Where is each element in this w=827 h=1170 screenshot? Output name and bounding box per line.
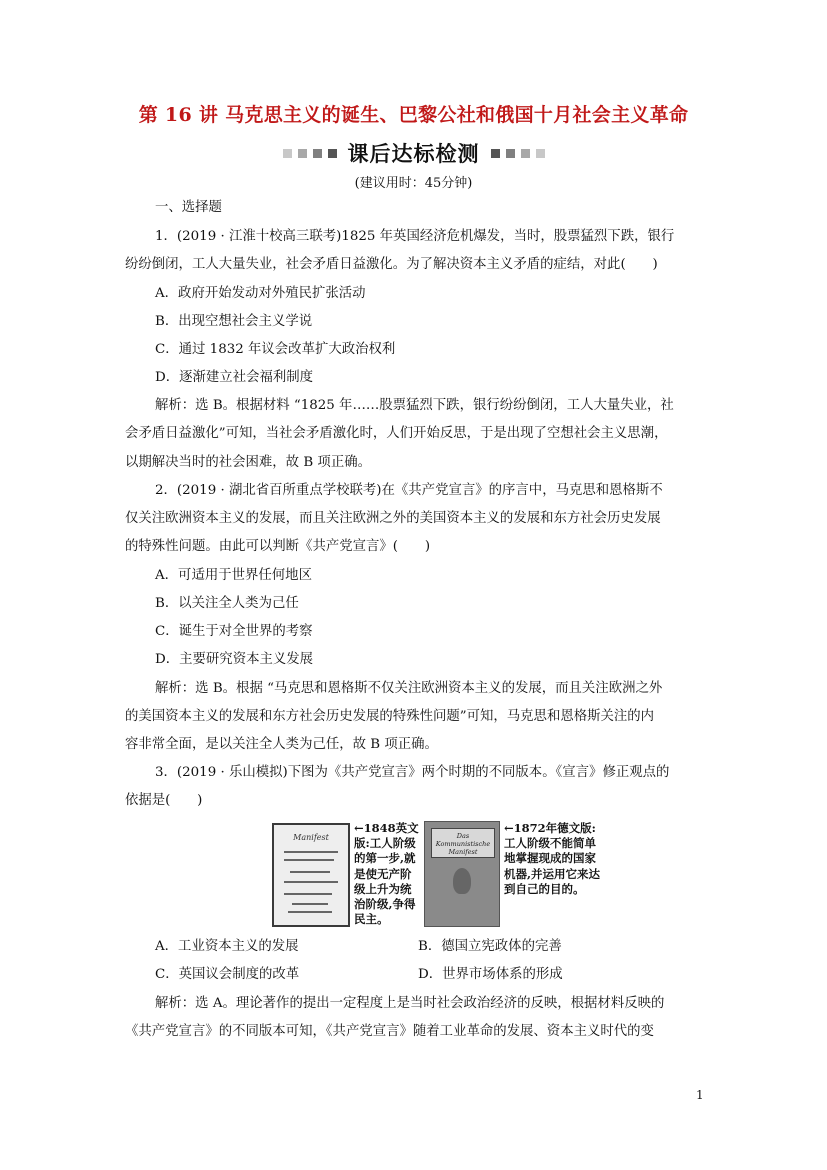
cover-text-line bbox=[284, 881, 338, 883]
q2-option-a: A．可适用于世界任何地区 bbox=[155, 568, 312, 583]
cover-title: Das Kommunistische Manifest bbox=[435, 832, 491, 856]
q2-analysis-line: 解析：选 B。根据 “马克思和恩格斯不仅关注欧洲资本主义的发展，而且关注欧洲之外 bbox=[155, 681, 663, 696]
decor-square bbox=[283, 149, 292, 158]
q3-option-c: C．英国议会制度的改革 bbox=[155, 967, 300, 982]
q1-analysis-line: 会矛盾日益激化”可知，当社会矛盾激化时，人们开始反思，于是出现了空想社会主义思潮， bbox=[125, 426, 668, 441]
q2-option-b: B．以关注全人类为己任 bbox=[155, 596, 299, 611]
page-title: 第 16 讲 马克思主义的诞生、巴黎公社和俄国十月社会主义革命 bbox=[138, 104, 689, 126]
q2-option-c: C．诞生于对全世界的考察 bbox=[155, 624, 313, 639]
caption-1848: ←1848英文版:工人阶级的第一步,就是使无产阶级上升为统治阶级,争得民主。 bbox=[354, 821, 419, 927]
cover-title: Manifest bbox=[293, 833, 329, 842]
decor-square bbox=[521, 149, 530, 158]
decor-square bbox=[491, 149, 500, 158]
q2-option-d: D．主要研究资本主义发展 bbox=[155, 652, 314, 667]
page-number: 1 bbox=[696, 1088, 704, 1102]
question-2-line: 2．(2019 · 湖北省百所重点学校联考)在《共产党宣言》的序言中，马克思和恩格斯不 bbox=[155, 483, 663, 498]
manifesto-versions-figure bbox=[272, 821, 602, 929]
q1-option-c: C．通过 1832 年议会改革扩大政治权利 bbox=[155, 342, 396, 357]
question-3-line: 3．(2019 · 乐山模拟)下图为《共产党宣言》两个时期的不同版本。《宣言》修正观点的 bbox=[155, 765, 670, 780]
cover-text-line bbox=[284, 893, 332, 895]
section-heading: 一、选择题 bbox=[155, 200, 222, 215]
decor-square bbox=[506, 149, 515, 158]
q1-analysis-line: 解析：选 B。根据材料 “1825 年……股票猛烈下跌，银行纷纷倒闭，工人大量失业，社 bbox=[155, 398, 674, 413]
cover-text-line bbox=[284, 859, 334, 861]
decor-square bbox=[298, 149, 307, 158]
caption-1872: ←1872年德文版:工人阶级不能简单地掌握现成的国家机器,并运用它来达到自己的目的。 bbox=[504, 821, 601, 896]
q1-option-a: A．政府开始发动对外殖民扩张活动 bbox=[155, 286, 366, 301]
q2-analysis-line: 容非常全面，是以关注全人类为己任，故 B 项正确。 bbox=[125, 737, 438, 752]
suggested-time: (建议用时：45分钟) bbox=[354, 176, 473, 191]
q1-analysis-line: 以期解决当时的社会困难，故 B 项正确。 bbox=[125, 455, 371, 470]
q3-option-a: A．工业资本主义的发展 bbox=[155, 939, 299, 954]
question-2-line: 仅关注欧洲资本主义的发展，而且关注欧洲之外的美国资本主义的发展和东方社会历史发展 bbox=[125, 511, 661, 526]
decor-square bbox=[313, 149, 322, 158]
cover-plate bbox=[431, 828, 495, 858]
cover-text-line bbox=[288, 911, 332, 913]
q1-option-b: B．出现空想社会主义学说 bbox=[155, 314, 313, 329]
cover-text-line bbox=[284, 851, 338, 853]
section-banner bbox=[0, 140, 827, 166]
question-3-line: 依据是( ) bbox=[125, 793, 203, 808]
cover-text-line bbox=[290, 871, 330, 873]
cover-text-line bbox=[292, 903, 328, 905]
q3-analysis-line: 解析：选 A。理论著作的提出一定程度上是当时社会政治经济的反映，根据材料反映的 bbox=[155, 996, 665, 1011]
banner-title: 课后达标检测 bbox=[347, 142, 480, 166]
manifesto-1872-cover-image bbox=[424, 821, 500, 927]
question-1-line: 纷纷倒闭，工人大量失业，社会矛盾日益激化。为了解决资本主义矛盾的症结，对此( ) bbox=[125, 257, 658, 272]
decor-square bbox=[328, 149, 337, 158]
q3-option-d: D．世界市场体系的形成 bbox=[418, 967, 563, 982]
q3-analysis-line: 《共产党宣言》的不同版本可知，《共产党宣言》随着工业革命的发展、资本主义时代的变 bbox=[125, 1024, 654, 1039]
question-1-line: 1．(2019 · 江淮十校高三联考)1825 年英国经济危机爆发，当时，股票猛烈下跌，银行 bbox=[155, 229, 675, 244]
question-2-line: 的特殊性问题。由此可以判断《共产党宣言》( ) bbox=[125, 539, 431, 554]
q1-option-d: D．逐渐建立社会福利制度 bbox=[155, 370, 314, 385]
q3-option-b: B．德国立宪政体的完善 bbox=[418, 939, 562, 954]
decor-square bbox=[536, 149, 545, 158]
cover-emblem bbox=[453, 868, 471, 894]
manifesto-1848-cover-image bbox=[272, 823, 350, 927]
q2-analysis-line: 的美国资本主义的发展和东方社会历史发展的特殊性问题”可知，马克思和恩格斯关注的内 bbox=[125, 709, 655, 724]
